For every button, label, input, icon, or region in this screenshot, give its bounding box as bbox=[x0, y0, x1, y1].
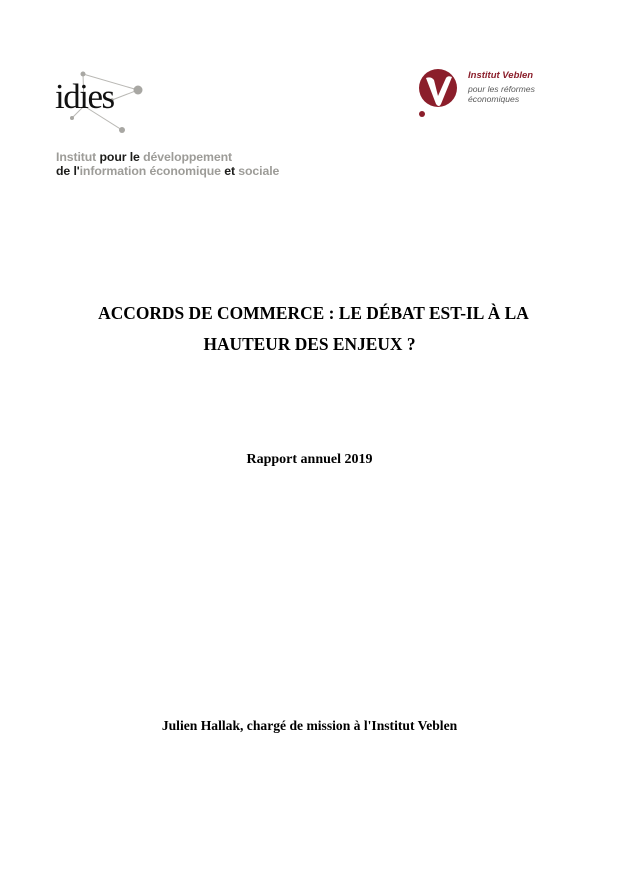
veblen-v-circle-icon bbox=[416, 66, 466, 122]
report-title bbox=[0, 298, 619, 360]
idies-caption-de-l: de l' bbox=[56, 163, 80, 178]
idies-wordmark: idies bbox=[55, 77, 114, 116]
idies-caption-developpement: développement bbox=[143, 150, 233, 164]
veblen-logo bbox=[416, 66, 586, 122]
report-title-line2: HAUTEUR DES ENJEUX ? bbox=[203, 334, 416, 354]
report-author: Julien Hallak, chargé de mission à l'Institut Veblen bbox=[161, 718, 458, 733]
veblen-tagline-line2: économiques bbox=[468, 94, 520, 104]
idies-caption-institut: Institut bbox=[56, 150, 97, 164]
idies-caption-sociale: sociale bbox=[238, 163, 280, 178]
idies-caption-information-economique: information économique bbox=[79, 163, 221, 178]
idies-caption-line1 bbox=[56, 151, 279, 165]
veblen-name: Institut Veblen bbox=[468, 70, 534, 81]
idies-caption-pour-le: pour le bbox=[96, 150, 144, 164]
idies-caption bbox=[56, 151, 279, 178]
veblen-tagline-line1: pour les réformes bbox=[468, 84, 535, 94]
idies-caption-line2 bbox=[56, 165, 279, 179]
report-subtitle: Rapport annuel 2019 bbox=[246, 452, 373, 467]
idies-caption-et: et bbox=[220, 163, 239, 178]
veblen-tagline bbox=[468, 84, 535, 104]
idies-logo bbox=[50, 66, 160, 142]
report-title-line1: ACCORDS DE COMMERCE : LE DÉBAT EST-IL À LA bbox=[98, 303, 529, 323]
